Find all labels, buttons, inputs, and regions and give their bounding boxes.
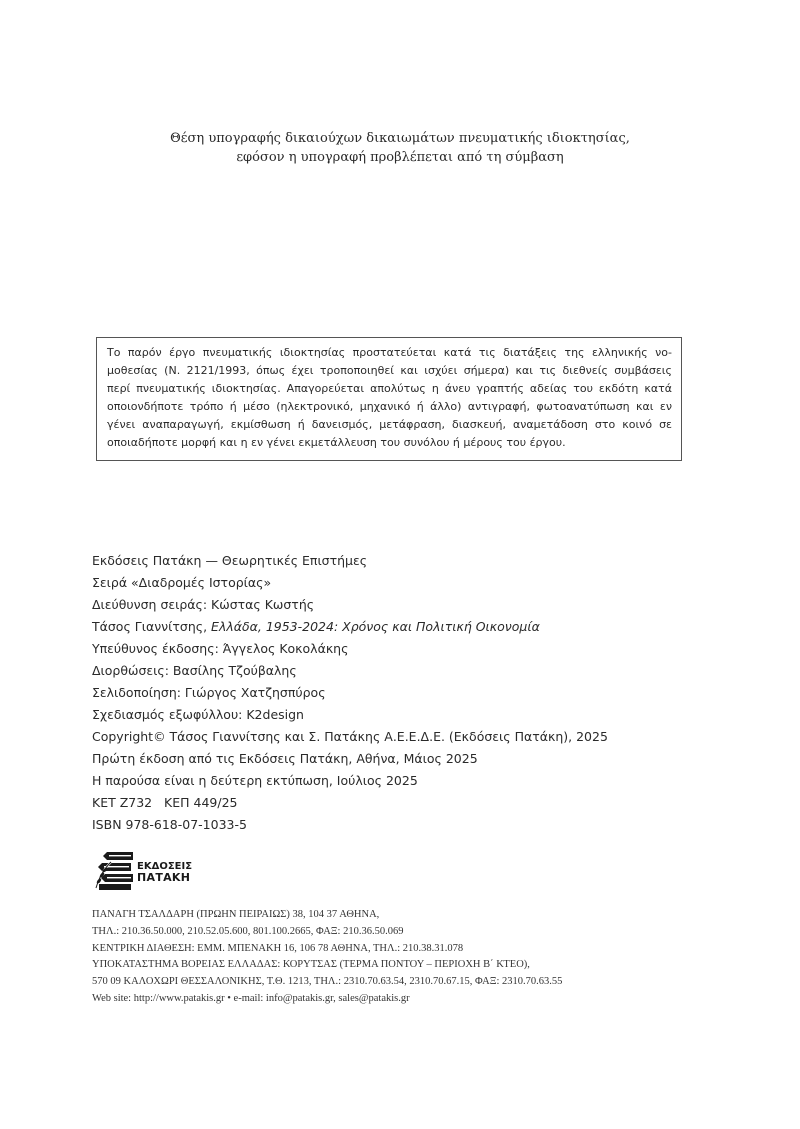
address-line: 570 09 ΚΑΛΟΧΩΡΙ ΘΕΣΣΑΛΟΝΙΚΗΣ, Τ.Θ. 1213, ΤΗΛ.: 2310.70.63.54, 2310.70.67.15, ΦΑΞ: 2310.70.63.55: [92, 976, 563, 988]
publisher-logo: [93, 848, 213, 892]
notice-line: περί πνευματικής ιδιοκτησίας. Απαγορεύεται απολύτως η άνευ γραπτής αδείας του εκδότη κατά: [107, 382, 672, 395]
reprint-info: Η παρούσα είναι η δεύτερη εκτύπωση, Ιούλιος 2025: [92, 773, 418, 788]
signature-placement-note: [0, 129, 800, 167]
signature-note-line: Θέση υπογραφής δικαιούχων δικαιωμάτων πνευματικής ιδιοκτησίας,: [170, 131, 630, 146]
editor: Υπεύθυνος έκδοσης: Άγγελος Κοκολάκης: [92, 641, 349, 656]
notice-line: γένει αναπαραγωγή, εκμίσθωση ή δανεισμός, μετάφραση, διασκευή, αναμετάδοση στο κοινό σε: [107, 418, 672, 431]
copyright-notice-box: [96, 337, 682, 461]
publisher-series: Εκδόσεις Πατάκη — Θεωρητικές Επιστήμες: [92, 553, 368, 568]
notice-line: μοθεσίας (Ν. 2121/1993, όπως έχει τροποποιηθεί και ισχύει σήμερα) και τις διεθνείς συμβάσεις: [107, 364, 672, 377]
address-line: ΥΠΟΚΑΤΑΣΤΗΜΑ ΒΟΡΕΙΑΣ ΕΛΛΑΔΑΣ: ΚΟΡΥΤΣΑΣ (ΤΕΡΜΑ ΠΟΝΤΟΥ – ΠΕΡΙΟΧΗ Β΄ ΚΤΕΟ),: [92, 959, 530, 971]
cover-design: Σχεδιασμός εξωφύλλου: K2design: [92, 707, 304, 722]
notice-line: Το παρόν έργο πνευματικής ιδιοκτησίας προστατεύεται κατά τις διατάξεις της ελληνικής νο-: [107, 346, 672, 359]
proofreading: Διορθώσεις: Βασίλης Τζούβαλης: [92, 663, 297, 678]
address-line: ΚΕΝΤΡΙΚΗ ΔΙΑΘΕΣΗ: ΕΜΜ. ΜΠΕΝΑΚΗ 16, 106 78 ΑΘΗΝΑ, ΤΗΛ.: 210.38.31.078: [92, 942, 464, 954]
logo-wordmark: [137, 861, 192, 883]
address-line: ΠΑΝΑΓΗ ΤΣΑΛΔΑΡΗ (ΠΡΩΗΝ ΠΕΙΡΑΙΩΣ) 38, 104 37 ΑΘΗΝΑ,: [92, 909, 380, 920]
logo-line-2: ΠΑΤΑΚΗ: [137, 871, 191, 884]
series-name: Σειρά «Διαδρομές Ιστορίας»: [92, 575, 272, 590]
author-and-title: [92, 616, 608, 638]
address-line: ΤΗΛ.: 210.36.50.000, 210.52.05.600, 801.100.2665, ΦΑΞ: 210.36.50.069: [92, 925, 404, 937]
book-stack-leaf-icon: [93, 848, 137, 892]
contact-line: Web site: http://www.patakis.gr • e-mail: info@patakis.gr, sales@patakis.gr: [92, 992, 410, 1004]
notice-line: οποιαδήποτε μορφή και η εν γένει εκμετάλλευση του συνόλου ή μέρους του έργου.: [107, 436, 566, 449]
publisher-address: [92, 907, 562, 1008]
notice-line: οποιονδήποτε τρόπο ή μέσο (ηλεκτρονικό, μηχανικό ή άλλο) αντιγραφή, φωτοανατύπωση και εν: [107, 400, 672, 413]
typesetting: Σελιδοποίηση: Γιώργος Χατζησπύρος: [92, 685, 326, 700]
series-director: Διεύθυνση σειράς: Κώστας Κωστής: [92, 597, 315, 612]
author-name: Τάσος Γιαννίτσης,: [92, 619, 212, 634]
first-edition: Πρώτη έκδοση από τις Εκδόσεις Πατάκη, Αθήνα, Μάιος 2025: [92, 751, 478, 766]
signature-note-line: εφόσον η υπογραφή προβλέπεται από τη σύμβαση: [236, 150, 564, 165]
copyright-line: Copyright© Τάσος Γιαννίτσης και Σ. Πατάκης Α.Ε.Ε.Δ.Ε. (Εκδόσεις Πατάκη), 2025: [92, 729, 608, 744]
book-title: Ελλάδα, 1953-2024: Χρόνος και Πολιτική Οικονομία: [211, 619, 540, 634]
book-credits: [92, 550, 608, 836]
logo-line-1: ΕΚΔΟΣΕΙΣ: [137, 861, 193, 872]
catalog-codes: ΚΕΤ Ζ732 ΚΕΠ 449/25: [92, 795, 238, 810]
isbn: ISBN 978-618-07-1033-5: [92, 817, 247, 832]
